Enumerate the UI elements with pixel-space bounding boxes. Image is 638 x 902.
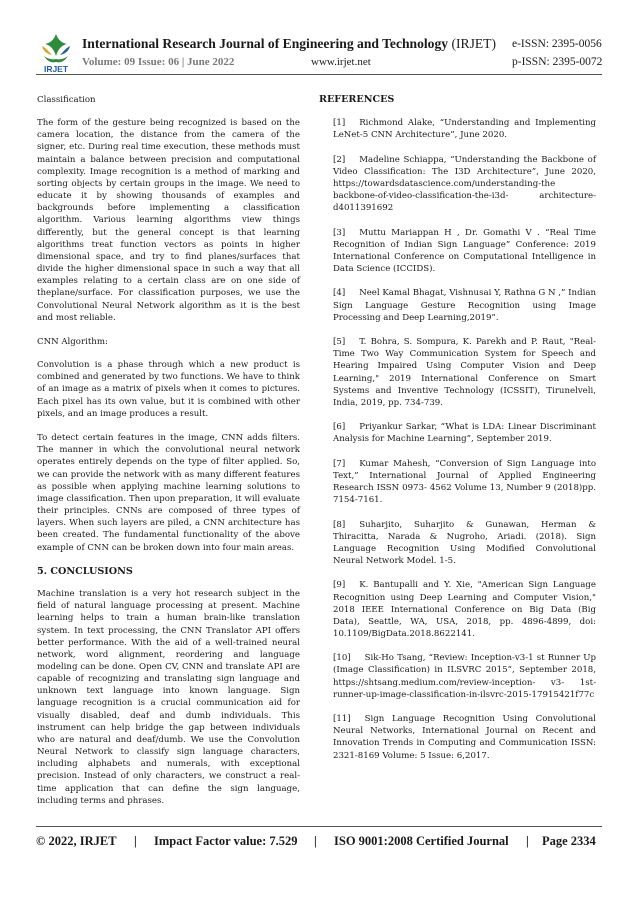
reference-number: [6]	[333, 422, 346, 433]
logo-text: IRJET	[43, 64, 69, 74]
reference-text: K. Bantupalli and Y. Xie, "American Sign Language Recognition using Deep Learning and Computer Vision," 2018 IEEE International Conference on Big Data (Big Data), Seattle, WA, USA, 2018, pp. 4896-4899, doi: 10.1109/BigData.2018.8622141.	[333, 580, 596, 639]
reference-item	[333, 227, 596, 276]
journal-abbr: (IRJET)	[451, 36, 497, 51]
reference-number: [7]	[333, 458, 346, 469]
reference-item	[333, 519, 596, 568]
reference-number: [3]	[333, 227, 346, 238]
reference-item	[333, 154, 596, 215]
classification-paragraph: The form of the gesture being recognized is based on the camera location, the distance from the camera of the signer, etc. During real time execution, these methods must maintain a balance between precision and computational complexity. Image recognition is a method of marking and sorting objects by certain groups in the image. We need to educate it by showing thousands of examples and backgrounds before implementing a classification algorithm. Various learning algorithms view things differently, but the general concept is that learning algorithms treat function vectors as points in higher dimensional space, and try to find planes/surfaces that divide the higher dimensional space in such a way that all examples relating to a certain class are on one side of theplane/surface. For classification purposes, we use the Convolutional Neural Network algorithm as it is the best and most reliable.	[37, 118, 300, 323]
conclusions-paragraph: Machine translation is a very hot research subject in the field of natural language processing at present. Machine learning helps to train a human brain-like translation system. In text processing, the CNN Translator API offers better performance. With the aid of a well-trained neural network, word alignment, reordering and language modeling can be done. Open CV, CNN and translate API are capable of recognizing and translating sign language and unknown text language into known language. Sign language recognition is a crucial communication aid for visually disabled, deaf and dumb individuals. This instrument can help bridge the gap between individuals who are natural and deaf/dumb. We use the Convolution Neural Network to classify sign language characters, including alphabets and numerals, with exceptional precision. Instead of only characters, we construct a real-time application that can define the sign language, including terms and phrases.	[37, 589, 300, 806]
footer-separator: |	[526, 834, 529, 848]
reference-number: [1]	[333, 118, 346, 129]
reference-item	[333, 336, 596, 409]
reference-text: Sign Language Recognition Using Convolutional Neural Networks, International Journal on Recent and Innovation Trends in Computing and Communication ISSN: 2321-8169 Volume: 5 Issue: 6,2017.	[333, 714, 596, 761]
journal-title	[82, 36, 496, 52]
journal-title-text: International Research Journal of Engineering and Technology	[82, 36, 449, 51]
reference-number: [2]	[333, 154, 346, 165]
reference-number: [11]	[333, 714, 351, 725]
header-divider	[36, 74, 602, 75]
footer-page-number: Page 2334	[542, 834, 596, 848]
reference-number: [9]	[333, 580, 346, 591]
reference-text: T. Bohra, S. Sompura, K. Parekh and P. Raut, "Real-Time Two Way Communication System for Speech and Hearing Impaired Using Computer Vision and Deep Learning," 2019 International Conference on Smart Systems and Inventive Technology (ICSSIT), Tirunelveli, India, 2019, pp. 734-739.	[333, 337, 596, 408]
eissn: e-ISSN: 2395-0056	[512, 38, 602, 50]
footer-impact-factor: Impact Factor value: 7.529	[154, 834, 298, 848]
footer-copyright: © 2022, IRJET	[36, 834, 117, 848]
reference-item	[333, 579, 596, 640]
reference-text: Kumar Mahesh, “Conversion of Sign Language into Text,” International Journal of Applied Engineering Research ISSN 0973- 4562 Volume 13, Number 9 (2018)pp. 7154-7161.	[333, 458, 596, 506]
reference-number: [10]	[333, 653, 351, 664]
reference-number: [5]	[333, 337, 346, 348]
reference-text: Madeline Schiappa, “Understanding the Backbone of Video Classification: The I3D Architecture”, June 2020, https://towardsdatascience.com/understanding-the backbone-of-video-classification-the-i3d- architecture-d4011391692	[333, 154, 596, 214]
reference-text: Priyankur Sarkar, “What is LDA: Linear Discriminant Analysis for Machine Learning”, September 2019.	[333, 422, 596, 445]
reference-number: [8]	[333, 519, 346, 530]
footer-separator: |	[134, 834, 137, 848]
reference-text: Sik-Ho Tsang, “Review: Inception-v3-1 st Runner Up (Image Classification) in ILSVRC 2015”, September 2018, https://shtsang.medium.com/review-inception- v3- 1st-runner-up-image-classification-in-ilsvrc-2015-17915421f77c	[333, 653, 596, 700]
website-link[interactable]: www.irjet.net	[311, 56, 371, 68]
footer-divider	[36, 826, 602, 827]
reference-item	[333, 713, 596, 762]
irjet-logo	[36, 32, 76, 74]
cnn-heading: CNN Algorithm:	[37, 337, 108, 347]
references-heading: REFERENCES	[319, 94, 395, 105]
reference-item	[333, 117, 596, 141]
pissn: p-ISSN: 2395-0072	[512, 56, 603, 68]
volume-issue: Volume: 09 Issue: 06 | June 2022	[82, 56, 235, 68]
reference-item	[333, 421, 596, 445]
reference-item	[333, 652, 596, 701]
reference-text: Suharjito, Suharjito & Gunawan, Herman & Thiracitta, Narada & Nugroho, Ariadi. (2018). Sign Language Recognition Using Modified Convolutional Neural Network Model. 1-5.	[333, 519, 596, 566]
reference-text: Richmond Alake, “Understanding and Implementing LeNet-5 CNN Architecture”, June 2020.	[333, 118, 596, 141]
page-header	[0, 0, 638, 84]
reference-item	[333, 287, 596, 323]
reference-number: [4]	[333, 288, 346, 299]
reference-text: Muttu Mariappan H , Dr. Gomathi V . “Real Time Recognition of Indian Sign Language” Conference: 2019 International Conference on Computational Intelligence in Data Science (ICCIDS).	[333, 227, 596, 275]
footer-iso: ISO 9001:2008 Certified Journal	[334, 834, 509, 848]
left-column	[37, 94, 300, 819]
classification-heading: Classification	[37, 95, 96, 105]
conclusions-heading: 5. CONCLUSIONS	[37, 565, 133, 577]
footer-separator: |	[314, 834, 317, 848]
reference-text: Neel Kamal Bhagat, Vishnusai Y, Rathna G N ,” Indian Sign Language Gesture Recognition using Image Processing and Deep Learning,2019”.	[333, 288, 596, 323]
reference-item	[333, 458, 596, 507]
references-column	[319, 94, 596, 774]
cnn-paragraph-1: Convolution is a phase through which a new product is combined and generated by two functions. We have to think of an image as a matrix of pixels when it comes to pictures. Each pixel has its own value, but it is combined with other pixels, and an image produces a result.	[37, 360, 300, 419]
cnn-paragraph-2: To detect certain features in the image, CNN adds filters. The manner in which the convolutional neural network operates entirely depends on the type of filter applied. So, we can provide the network with as many different features as possible when applying machine learning solutions to image classification. Then upon preparation, it will evaluate their principles. CNNs are composed of three types of layers. When such layers are piled, a CNN architecture has been created. The fundamental functionality of the above example of CNN can be broken down into four main areas.	[37, 433, 300, 553]
